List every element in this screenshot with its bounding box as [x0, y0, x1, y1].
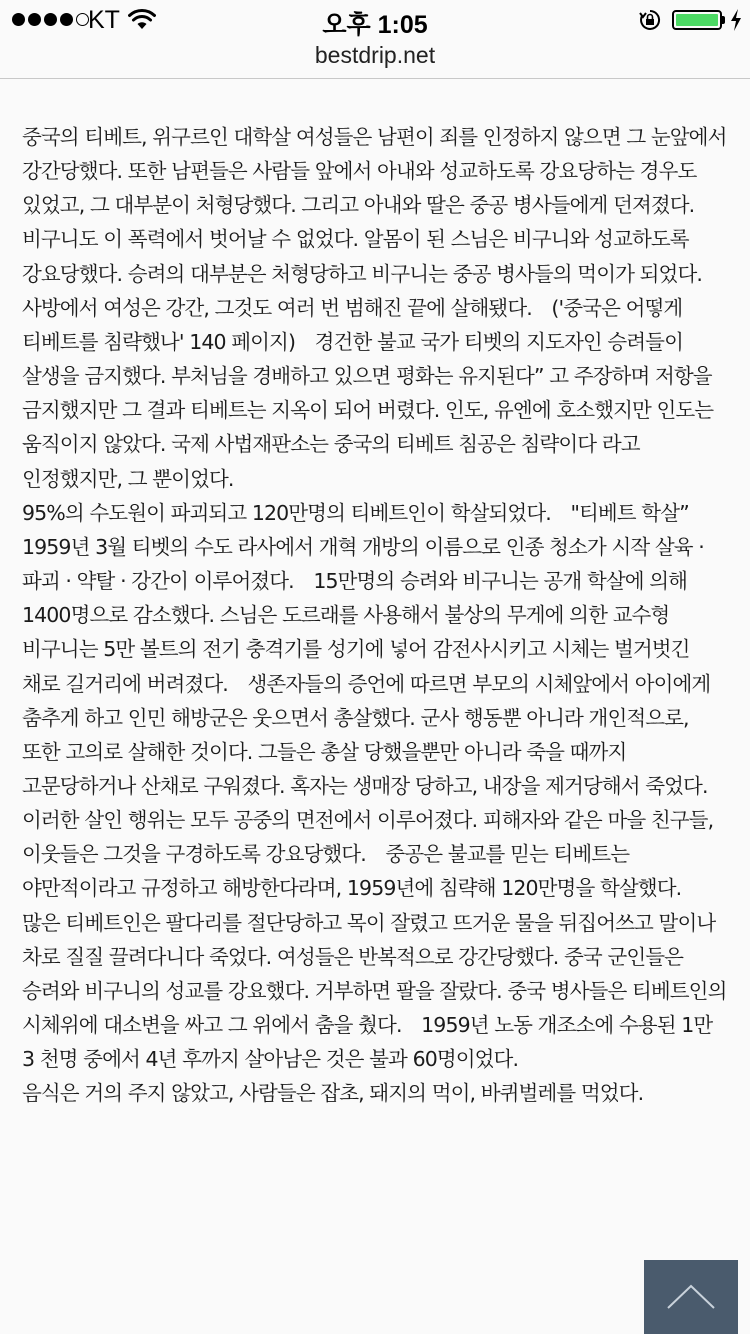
- battery-level: [676, 14, 718, 26]
- url-text[interactable]: bestdrip.net: [314, 42, 436, 68]
- chevron-up-icon: [666, 1282, 716, 1312]
- battery-icon: [672, 10, 722, 30]
- orientation-lock-icon: [638, 9, 662, 31]
- address-bar[interactable]: [0, 40, 750, 78]
- article-body: 중국의 티베트, 위구르인 대학살 여성들은 남편이 죄를 인정하지 않으면 그 눈앞에서 강간당했다. 또한 남편들은 사람들 앞에서 아내와 성교하도록 강요당하는 경우도 있었고, 그 대부분이 처형당했다. 그리고 아내와 딸은 중공 병사들에게 던져졌다. 비구니도 이 폭력에서 벗어날 수 없었다. 알몸이 된 스님은 비구니와 성교하도록 강요당했다. 승려의 대부분은 처형당하고 비구니는 중공 병사들의 먹이가 되었다. 사방에서 여성은 강간, 그것도 여러 번 범해진 끝에 살해됐다. ('중국은 어떻게 티베트를 침략했나' 140 페이지) 경건한 불교 국가 티벳의 지도자인 승려들이 살생을 금지했다. 부처님을 경배하고 있으면 평화는 유지된다” 고 주장하며 저항을 금지했지만 그 결과 티베트는 지옥이 되어 버렸다. 인도, 유엔에 호소했지만 인도는 움직이지 않았다. 국제 사법재판소는 중국의 티베트 침공은 침략이다 라고 인정했지만, 그 뿐이었다. 95%의 수도원이 파괴되고 120만명의 티베트인이 학살되었다. "티베트 학살” 1959년 3월 티벳의 수도 라사에서 개혁 개방의 이름으로 인종 청소가 시작 살육 · 파괴 · 약탈 · 강간이 이루어졌다. 15만명의 승려와 비구니는 공개 학살에 의해 1400명으로 감소했다. 스님은 도르래를 사용해서 불상의 무게에 의한 교수형 비구니는 5만 볼트의 전기 충격기를 성기에 넣어 감전사시키고 시체는 벌거벗긴 채로 길거리에 버려졌다. 생존자들의 증언에 따르면 부모의 시체앞에서 아이에게 춤추게 하고 인민 해방군은 웃으면서 총살했다. 군사 행동뿐 아니라 개인적으로, 또한 고의로 살해한 것이다. 그들은 총살 당했을뿐만 아니라 죽을 때까지 고문당하거나 산채로 구워졌다. 혹자는 생매장 당하고, 내장을 제거당해서 죽었다. 이러한 살인 행위는 모두 공중의 면전에서 이루어졌다. 피해자와 같은 마을 친구들, 이웃들은 그것을 구경하도록 강요당했다. 중공은 불교를 믿는 티베트는 야만적이라고 규정하고 해방한다라며, 1959년에 침략해 120만명을 학살했다. 많은 티베트인은 팔다리를 절단당하고 목이 잘렸고 뜨거운 물을 뒤집어쓰고 말이나 차로 질질 끌려다니다 죽었다. 여성들은 반복적으로 강간당했다. 중국 군인들은 승려와 비구니의 성교를 강요했다. 거부하면 팔을 잘랐다. 중국 병사들은 티베트인의 시체위에 대소변을 싸고 그 위에서 춤을 췄다. 1959년 노동 개조소에 수용된 1만 3 천명 중에서 4년 후까지 살아남은 것은 불과 60명이었다. 음식은 거의 주지 않았고, 사람들은 잡초, 돼지의 먹이, 바퀴벌레를 먹었다.: [22, 125, 727, 1106]
- header-divider: [0, 78, 750, 79]
- scroll-to-top-button[interactable]: [644, 1260, 738, 1334]
- status-bar: [0, 0, 750, 40]
- carrier-name: KT: [88, 6, 120, 34]
- battery-tip: [722, 16, 725, 24]
- clock: 오후 1:05: [322, 11, 428, 39]
- charging-bolt-icon: [730, 9, 742, 31]
